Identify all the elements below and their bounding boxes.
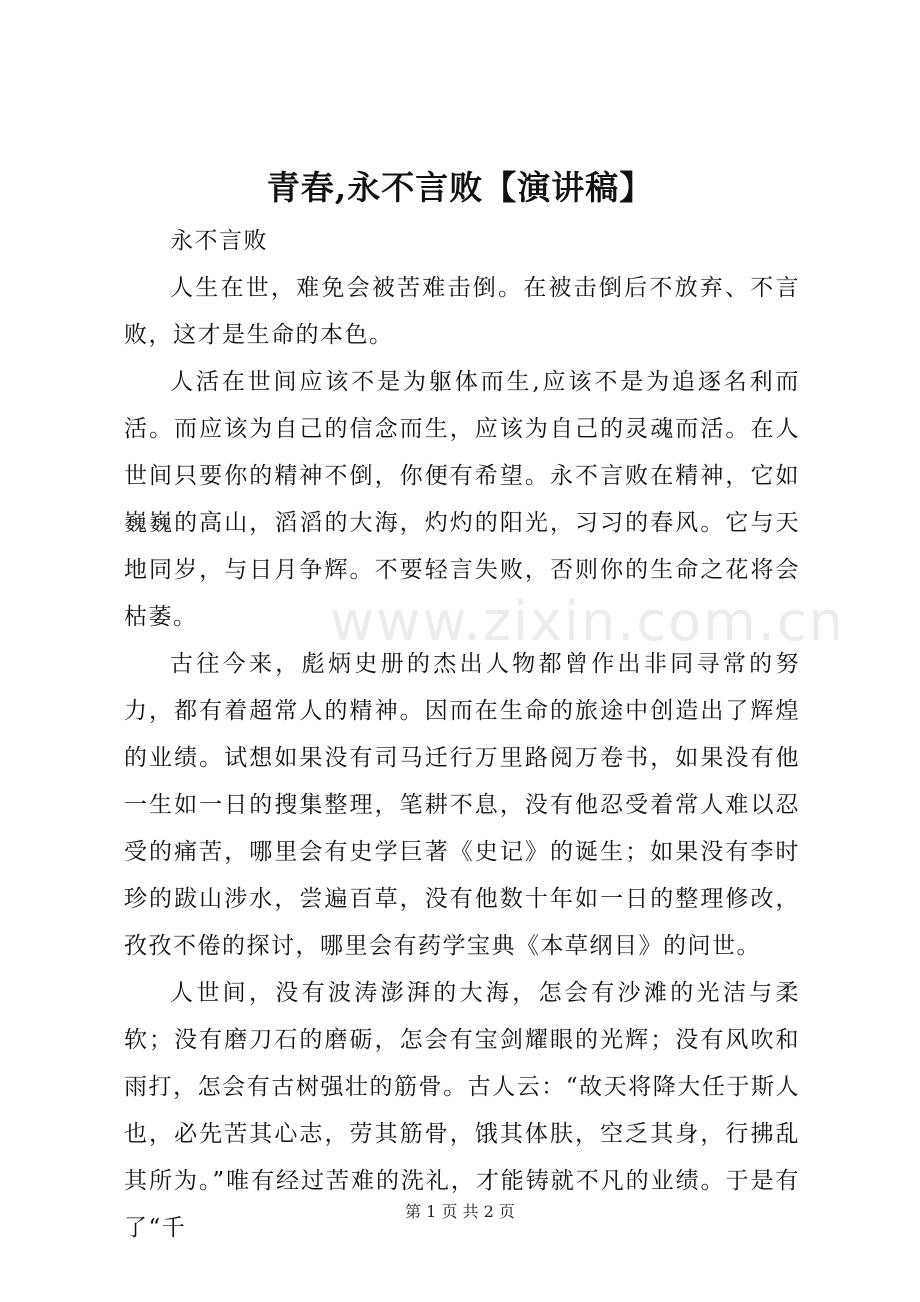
document-body xyxy=(124,218,800,1252)
document-title: 青春,永不言败【演讲稿】 xyxy=(266,168,654,207)
watermark: www.zixin.com.cn xyxy=(330,590,845,653)
page-footer: 第 1 页 共 2 页 xyxy=(405,1202,515,1221)
paragraph: 古往今来，彪炳史册的杰出人物都曾作出非同寻常的努力，都有着超常人的精神。因而在生命的旅途中创造出了辉煌的业绩。试想如果没有司马迁行万里路阅万卷书，如果没有他一生如一日的搜集整理，笔耕不息，没有他忍受着常人难以忍受的痛苦，哪里会有史学巨著《史记》的诞生；如果没有李时珍的跋山涉水，尝遍百草，没有他数十年如一日的整理修改，孜孜不倦的探讨，哪里会有药学宝典《本草纲目》的问世。 xyxy=(124,651,800,959)
paragraph-subtitle: 永不言败 xyxy=(170,228,268,254)
paragraph: 人生在世，难免会被苦难击倒。在被击倒后不放弃、不言败，这才是生命的本色。 xyxy=(124,275,800,348)
paragraph: 人世间，没有波涛澎湃的大海，怎会有沙滩的光洁与柔软；没有磨刀石的磨砺，怎会有宝剑耀眼的光辉；没有风吹和雨打，怎会有古树强壮的筋骨。古人云：“故天将降大任于斯人也，必先苦其心志，劳其筋骨，饿其体肤，空乏其身，行拂乱其所为。”唯有经过苦难的洗礼，才能铸就不凡的业绩。于是有了“千 xyxy=(124,980,800,1241)
paragraph: 人活在世间应该不是为躯体而生,应该不是为追逐名利而活。而应该为自己的信念而生，应该为自己的灵魂而活。在人世间只要你的精神不倒，你便有希望。永不言败在精神，它如巍巍的高山，滔滔的大海，灼灼的阳光，习习的春风。它与天地同岁，与日月争辉。不要轻言失败，否则你的生命之花将会枯萎。 xyxy=(124,369,800,630)
